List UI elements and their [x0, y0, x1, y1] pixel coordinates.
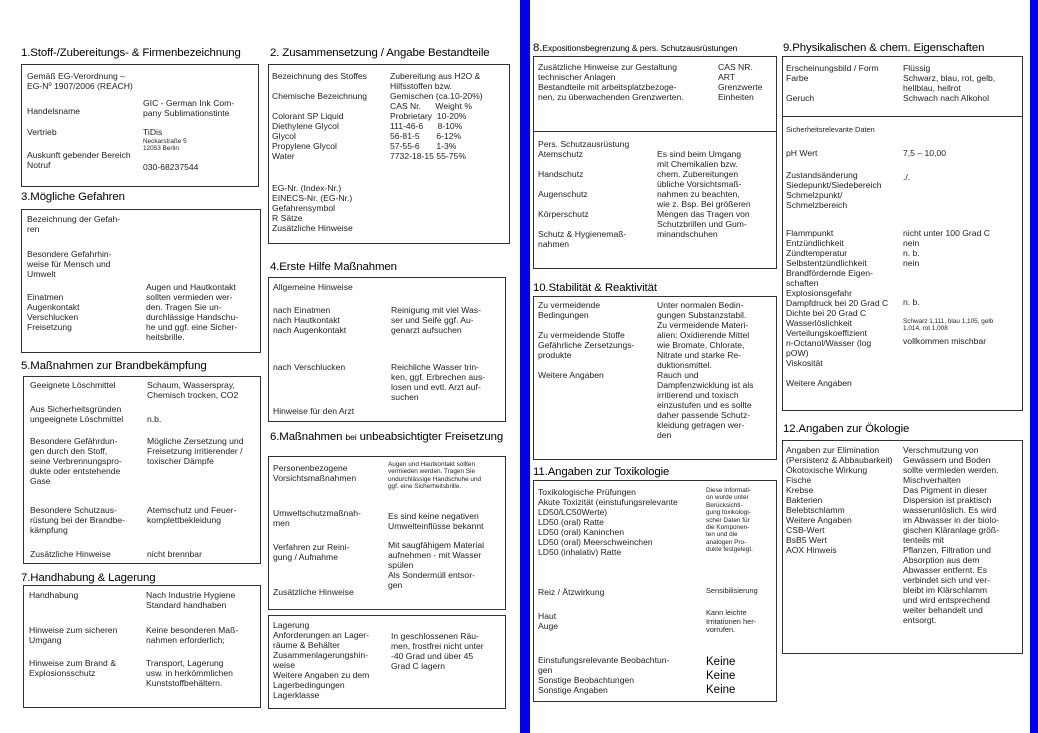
s7-safe-handling-value: Keine besonderen Maß- nahmen erforderlich;	[146, 625, 239, 645]
s9-property-labels: Flammpunkt Entzündlichkeit Zündtemperatur Selbstentzündlichkeit Brandfördernde Eigen- schaften Explosionsgefahr Dampfdruck bei 20 Grad C Dichte bei 20 Grad C Wasserlöslichkeit Verteilungskoeffizient n-Octanol/Wasser (log pOW) Viskosität Weitere Angaben	[786, 228, 889, 388]
s5-media-label: Geeignete Löschmittel	[30, 380, 116, 390]
s6-cleanup-value: Mit saugfähigem Material aufnehmen - mit Wasser spülen Als Sondermüll entsor- gen	[388, 540, 485, 590]
section-9-divider	[782, 116, 1023, 117]
section-11-title: 11.Angaben zur Toxikologie	[533, 466, 670, 478]
section-10-title: 10.Stabilität & Reaktivität	[533, 282, 657, 294]
section-2-title: 2. Zusammensetzung / Angabe Bestandteile	[270, 47, 490, 59]
section-9-title: 9.Physikalischen & chem. Eigenschaften	[783, 42, 985, 54]
s1-trade-name-value: GIC - German Ink Com- pany Sublimationstinte	[143, 98, 235, 118]
s9-flash-values: nicht unter 100 Grad C nein n. b. nein	[903, 228, 990, 268]
s9-state-value: ./.	[903, 172, 911, 182]
s1-trade-name-label: Handelsname	[27, 106, 81, 116]
s4-doctor-notes: Hinweise für den Arzt	[273, 406, 355, 416]
s1-distribution-name: TiDis	[143, 127, 163, 137]
s12-labels: Angaben zur Elimination (Persistenz & Abbaubarkeit) Ökotoxische Wirkung Fische Krebse Bakterien Belebtschlamm Weitere Angaben CSB-Wert BsB5 Wert AOX Hinweis	[786, 445, 893, 555]
s6-environment-value: Es sind keine negativen Umwelteinflüsse bekannt	[388, 511, 484, 531]
s8-protection-advice: Es sind beim Umgang mit Chemikalien bzw. chem. Zubereitungen übliche Vorsichtsmaß- nahmen zu beachten, wie z. Bsp. Bei größeren Mengen das Tragen von Schutzbrillen und Gum- minandschuhen	[657, 149, 751, 239]
s11-skin-eye: Haut Auge	[538, 611, 559, 631]
s11-observations: Einstufungsrelevante Beobachtun- gen Sonstige Beobachtungen Sonstige Angaben	[538, 655, 670, 695]
s6-personal-label: Personenbezogene Vorsichtsmaßnahmen	[273, 463, 357, 483]
s2-composition-labels: Bezeichnung des Stoffes Chemische Bezeichnung Colorant SP Liquid Diethylene Glycol Glycol Propylene Glycol Water	[272, 71, 368, 161]
section-7-title: 7.Handhabung & Lagerung	[21, 572, 156, 584]
section-6-title: 6.Maßnahmen bei unbeabsichtigter Freisetzung	[270, 431, 504, 443]
s1-emergency-phone: 030-68237544	[143, 162, 199, 172]
s9-appearance-values: Flüssig Schwarz, blau, rot, gelb, hellblau, hellrot Schwach nach Alkohol	[903, 63, 996, 103]
s6-environment-label: Umweltschutzmaßnah- men	[273, 508, 361, 528]
section-8-divider	[533, 131, 777, 132]
s9-ph-label: pH Wert	[786, 148, 818, 158]
s1-info-labels: Auskunft gebender Bereich Notruf	[27, 150, 131, 170]
s6-additional-label: Zusätzliche Hinweise	[273, 587, 354, 597]
s2-identifiers: EG-Nr. (Index-Nr.) EINECS-Nr. (EG-Nr.) Gefahrensymbol R Sätze Zusätzliche Hinweise	[272, 183, 353, 233]
s5-protective-equipment-value: Atemschutz und Feuer- komplettbekleidung	[147, 505, 237, 525]
s7-safe-handling-label: Hinweise zum sicheren Umgang	[29, 625, 118, 645]
section-8-title: 8.Expositionsbegrenzung & pers. Schutzausrüstungen	[533, 42, 738, 54]
s11-irritation-value: Kann leichte Irritationen her- vorrufen.	[706, 608, 757, 635]
s4-ingestion: nach Verschlucken	[273, 362, 346, 372]
s7-fire-label: Hinweise zum Brand & Explosionsschutz	[29, 658, 116, 678]
s1-regulation: Gemäß EG-Verordnung – EG-Nº 1907/2006 (REACH)	[27, 71, 133, 91]
s9-appearance-labels: Erscheinungsbild / Form Farbe Geruch	[786, 63, 879, 103]
s6-personal-value: Augen und Hautkontakt sollten vermieden werden. Tragen Sie undurchlässige Handschuhe und ggf. eine Sicherheitsbrille.	[388, 461, 482, 491]
section-3-title: 3.Mögliche Gefahren	[21, 191, 125, 203]
s1-distribution-address: Neckarstraße 5 12053 Berlin	[143, 138, 187, 153]
s9-density-values: Schwarz 1,111, blau 1,105, gelb 1,014, rot 1,008	[903, 318, 994, 333]
s3-exposure-routes: Einatmen Augenkontakt Verschlucken Freisetzung	[27, 292, 80, 332]
s4-ingestion-advice: Reichliche Wasser trin- ken, ggf. Erbrechen aus- losen und evtl. Arzt auf- suchen	[391, 362, 486, 402]
s3-special-hazards: Besondere Gefahrhin- weise für Mensch und Umwelt	[27, 249, 112, 279]
s5-unsuitable-value: n.b.	[147, 414, 162, 424]
s7-storage-value: In geschlossenen Räu- men, frostfrei nicht unter -40 Grad und über 45 Grad C lagern	[391, 631, 484, 671]
s5-unsuitable-label: Aus Sicherheitsgründen ungeeignete Löschmittel	[30, 404, 124, 424]
s8-protection-labels: Pers. Schutzausrüstung Atemschutz Handschutz Augenschutz Körperschutz Schutz & Hygienemaß- nahmen	[538, 139, 630, 249]
s4-general: Allgemeine Hinweise	[273, 282, 353, 292]
s11-test-note: Diese Informati- on wurde unter Berücksichti- gung toxikologi- scher Daten für die Komponen- ten und die analogen Pro- dukte festgelegt.	[706, 487, 753, 554]
right-page	[530, 0, 1030, 733]
s11-sensitisation: Sensibilisierung	[706, 586, 758, 595]
s1-distribution-label: Vertrieb	[27, 127, 57, 137]
s7-storage-labels: Lagerung Anforderungen an Lager- räume & Behälter Zusammenlagerungshin- weise Weitere Angaben zu dem Lagerbedingungen Lagerklasse	[273, 620, 370, 700]
s4-contact-routes: nach Einatmen nach Hautkontakt nach Augenkontakt	[273, 305, 347, 335]
s7-handling-value: Nach Industrie Hygiene Standard handhaben	[146, 590, 236, 610]
s6-cleanup-label: Verfahren zur Reini- gung / Aufnahme	[273, 542, 350, 562]
s3-hazard-label: Bezeichnung der Gefah- ren	[27, 214, 121, 234]
s11-observation-values: Keine Keine Keine	[706, 656, 736, 696]
section-4-title: 4.Erste Hilfe Maßnahmen	[270, 261, 397, 273]
s9-safety-data: Sicherheitsrelevante Daten	[786, 125, 875, 134]
s10-values: Unter normalen Bedin- gungen Substanzstabil. Zu vermeidende Materi- alien: Oxidierende Mittel wie Bromate, Chlorate, Nitrate und starke Re- duktionsmittel. Rauch und Dampfenzwicklung ist als irritierend und toxisch einzustufen und es sollte daher passende Schutz- kleidung getragen wer- den	[657, 300, 754, 440]
s3-hazard-advice: Augen und Hautkontakt sollten vermieden wer- den. Tragen Sie un- durchlässige Handschu- he und ggf. eine Sicher- heitsbrille.	[146, 282, 239, 342]
s4-contact-advice: Reinigung mit viel Was- ser und Seife ggf. Au- genarzt aufsuchen	[391, 305, 481, 335]
s5-special-hazards-value: Mögliche Zersetzung und Freisetzung irritierender / toxischer Dämpfe	[147, 436, 244, 466]
s5-special-hazards: Besondere Gefährdun- gen durch den Stoff, seine Verbrennungspro- dukte oder entstehende Gase	[30, 436, 122, 486]
s5-additional-label: Zusätzliche Hinweise	[30, 549, 111, 559]
s8-technical-notes: Zusätzliche Hinweise zur Gestaltung technischer Anlagen Bestandteile mit arbeitsplatzbezoge- nen, zu überwachenden Grenzwerten.	[538, 62, 684, 102]
s5-additional-value: nicht brennbar	[147, 549, 202, 559]
s5-protective-equipment: Besondere Schutzaus- rüstung bei der Brandbe- kämpfung	[30, 505, 126, 535]
s7-fire-value: Transport, Lagerung usw. in herkömmlichen Kunststoffbehältern.	[146, 658, 233, 688]
s12-values: Verschmutzung von Gewässern und Boden sollte vermieden werden. Mischverhalten Das Pigment in dieser Dispersion ist praktisch wasserunlöslich. Es wird im Abwasser in der biolo- gischen Kläranlage größ- tenteils mit Pflanzen, Filtration und Absorption aus dem Abwasser entfernt. Es verbindet sich und ver- bleibt im Klärschlamm und wird entsprechend weiter behandelt und entsorgt.	[903, 445, 1000, 625]
s11-test-labels: Toxikologische Prüfungen Akute Toxizität (einstufungsrelevante LD50/LC50Werte) LD50 (oral) Ratte LD50 (oral) Kaninchen LD50 (oral) Meerschweinchen LD50 (inhalativ) Ratte	[538, 487, 678, 557]
s10-labels: Zu vermeidende Bedingungen Zu vermeidende Stoffe Gefährliche Zersetzungs- produkte Weitere Angaben	[538, 300, 635, 380]
s5-media-value: Schaum, Wasserspray, Chemisch trocken, CO2	[147, 380, 239, 400]
s8-limit-columns: CAS NR. ART Grenzwerte Einheiten	[718, 62, 763, 102]
s9-state-labels: Zustandsänderung Siedepunkt/Siedebereich Schmelzpunkt/ Schmelzbereich	[786, 170, 882, 210]
s11-irritation-label: Reiz / Ätzwirkung	[538, 587, 605, 597]
section-12-title: 12.Angaben zur Ökologie	[783, 423, 910, 435]
section-1-title: 1.Stoff-/Zubereitungs- & Firmenbezeichnung	[21, 47, 241, 59]
section-5-title: 5.Maßnahmen zur Brandbekämpfung	[21, 360, 207, 372]
s9-solubility-value: vollkommen mischbar	[903, 336, 987, 346]
s2-composition-values: Zubereitung aus H2O & Hilfsstoffen bzw. Gemischen (ca.10-20%) CAS Nr. Weight % Probrietary 10-20% 111-46-6 8-10% 56-81-5 6-12% 57-55-6 1-3% 7732-18-15 55-75%	[390, 71, 483, 161]
s7-handling-label: Handhabung	[29, 590, 79, 600]
s9-explosion-value: n. b.	[903, 297, 920, 307]
s9-ph-value: 7,5 – 10,00	[903, 148, 947, 158]
